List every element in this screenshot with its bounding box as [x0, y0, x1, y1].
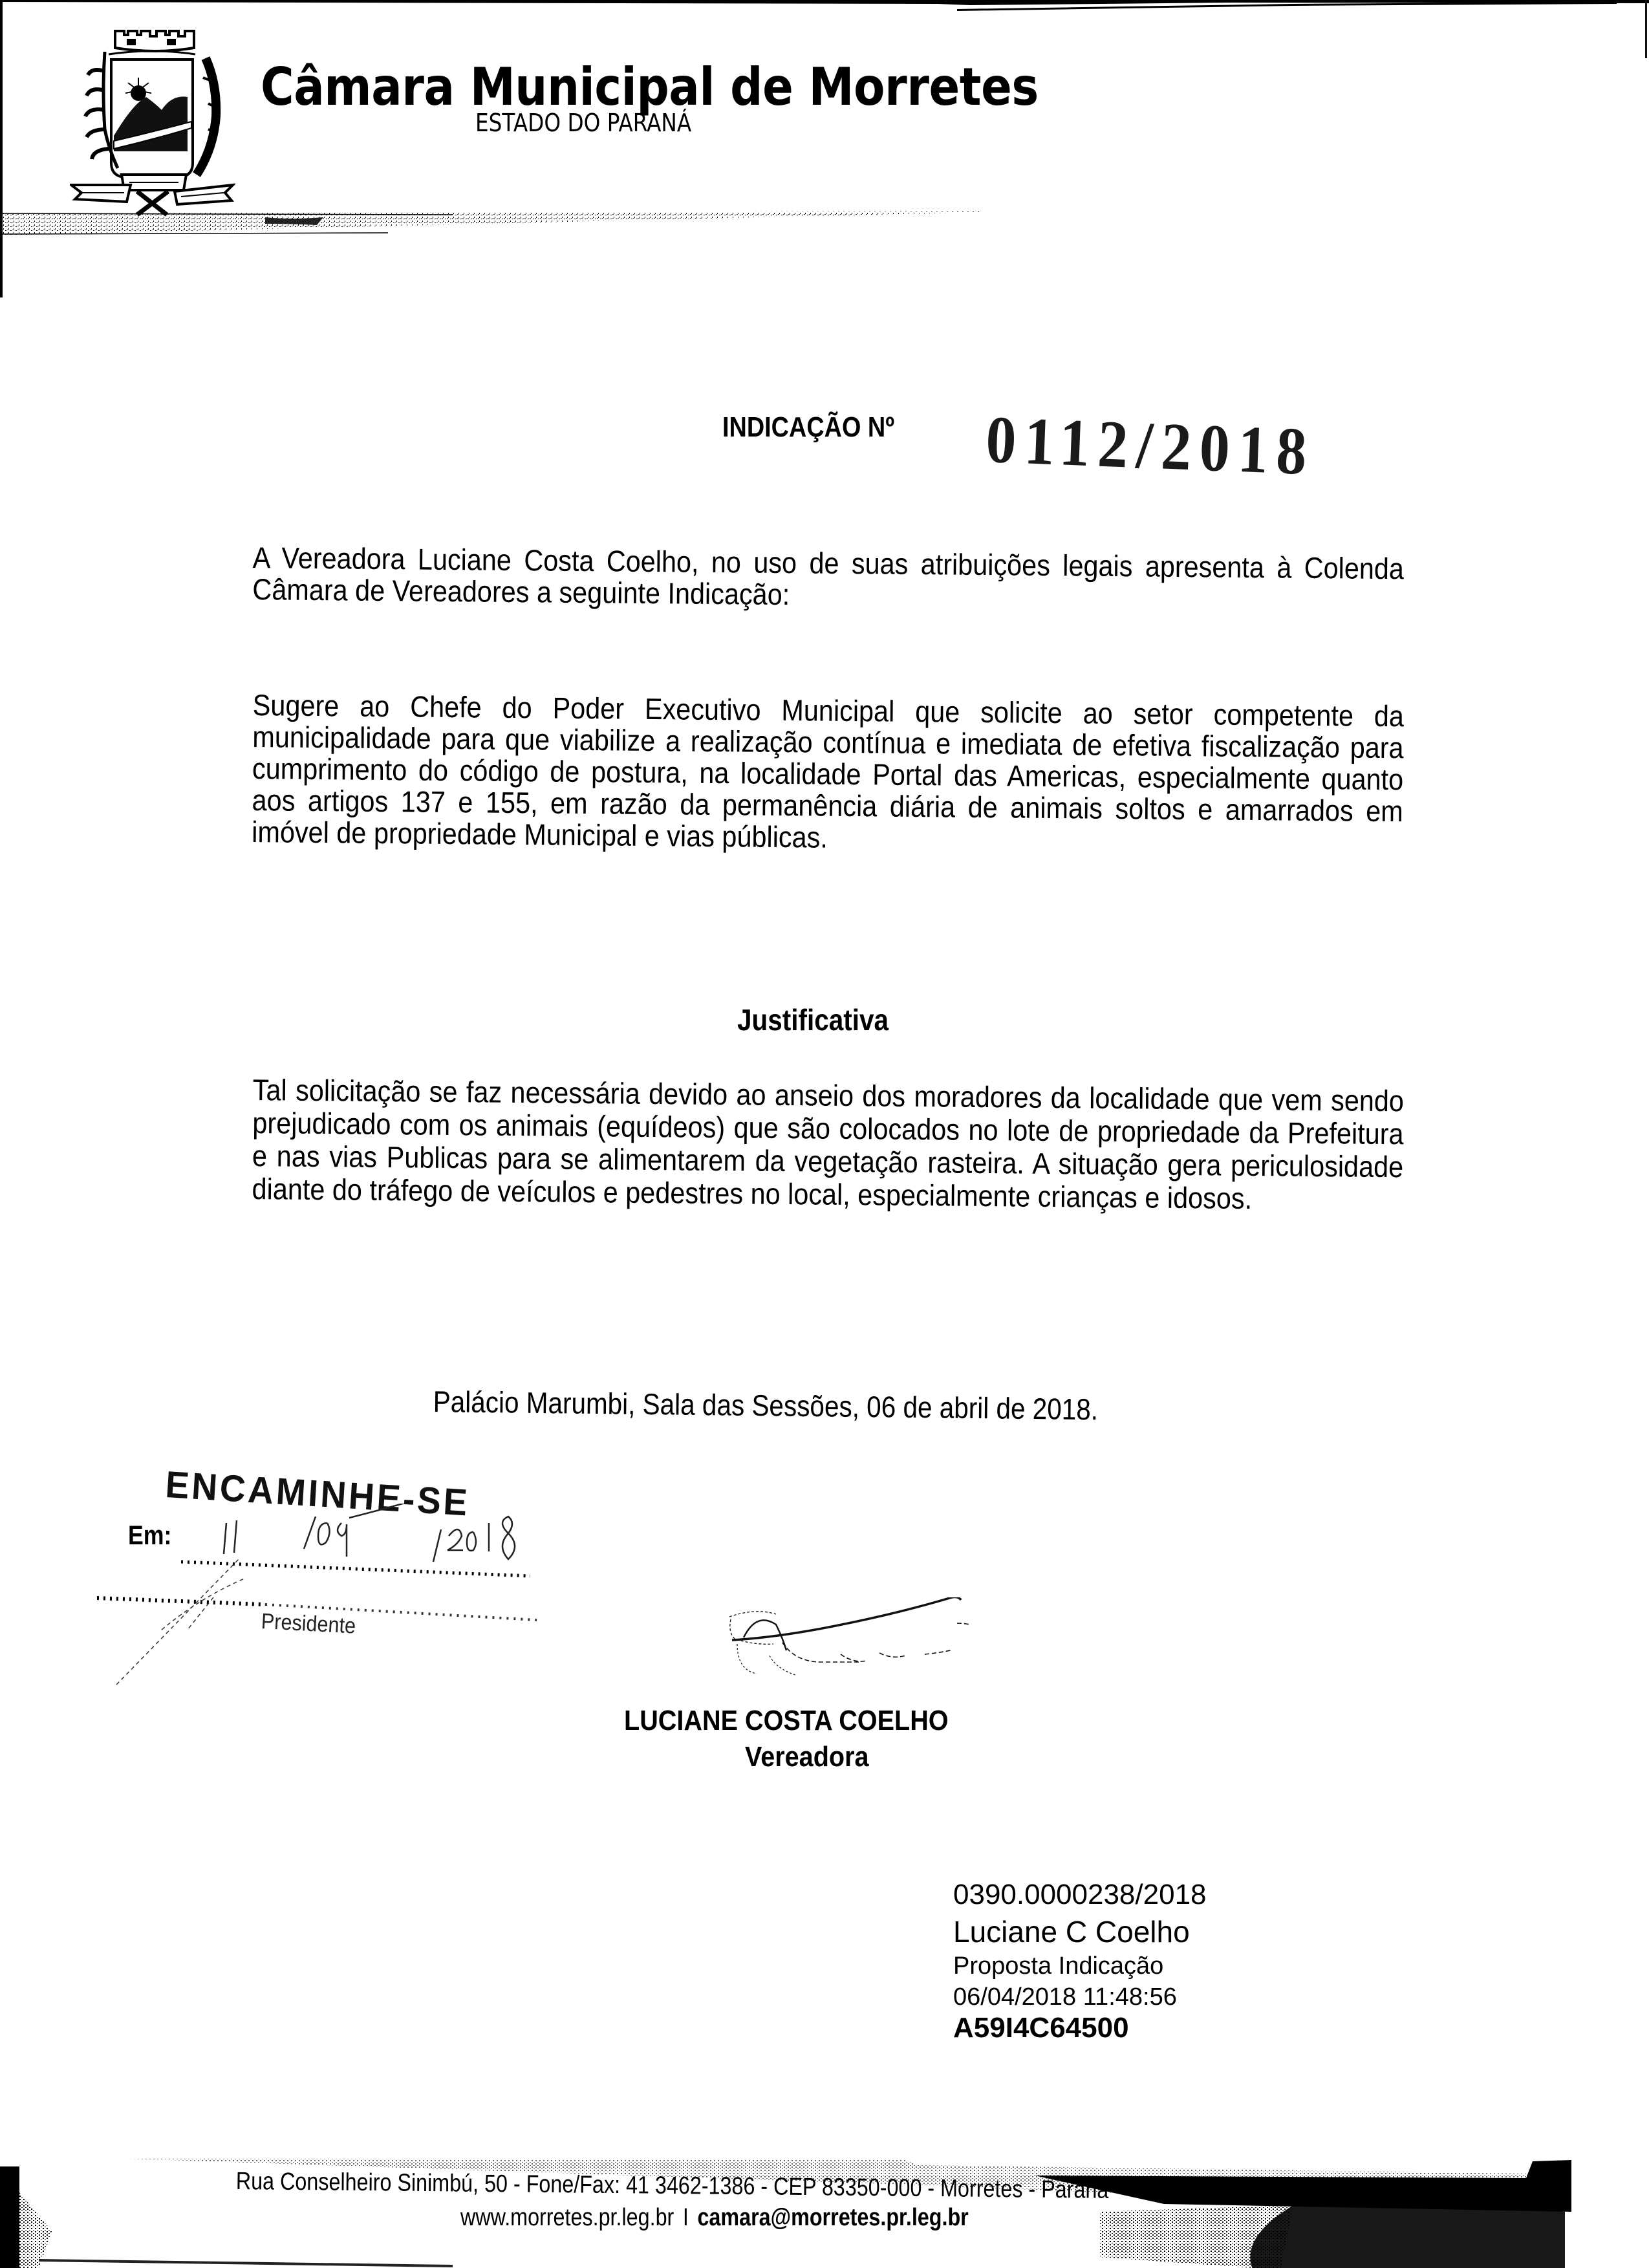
municipal-coat-of-arms-icon [70, 26, 235, 217]
protocol-author: Luciane C Coelho [953, 1915, 1190, 1949]
suggestion-paragraph [252, 689, 1404, 859]
protocol-datetime: 06/04/2018 11:48:56 [953, 1983, 1177, 2011]
footer-contact [460, 2204, 969, 2232]
footer-address: Rua Conselheiro Sinimbú, 50 - Fone/Fax: 41 3462-1386 - CEP 83350-000 - Morretes - Paraná [235, 2168, 1109, 2204]
stamp-president-label: Presidente [261, 1609, 357, 1639]
forward-stamp-title: ENCAMINHE-SE [164, 1463, 471, 1524]
signer-name: LUCIANE COSTA COELHO [624, 1705, 949, 1736]
protocol-number: 0390.0000238/2018 [953, 1879, 1207, 1910]
footer-website-link[interactable]: www.morretes.pr.leg.br [460, 2204, 674, 2231]
justification-heading: Justificativa [737, 1003, 889, 1037]
stamp-date-label: Em: [128, 1520, 172, 1550]
scan-right-edge [1645, 0, 1647, 58]
protocol-type: Proposta Indicação [953, 1952, 1164, 1980]
justification-paragraph [252, 1074, 1404, 1216]
justification-text: Tal solicitação se faz necessária devido ao anseio dos moradores da localidade que vem sendo prejudicado com os animais (equídeos) que são colocados no lote de propriedade da Prefeitura e nas vias Publicas para se alimentarem da vegetação rasteira. A situação gera periculosidade diante do tráfego de veículos e pedestres no local, especialmente crianças e idosos. [252, 1073, 1405, 1215]
suggestion-text: Sugere ao Chefe do Poder Executivo Municipal que solicite ao setor competente da municipalidade para que viabilize a realização contínua e imediata de efetiva fiscalização para cumprimento do código de postura, na localidade Portal das Americas, especialmente quanto aos artigos 137 e 155, em razão da permanência diária de animais soltos e amarrados em imóvel de propriedade Municipal e vias públicas. [252, 688, 1405, 854]
indication-number-stamp: 0112/2018 [984, 402, 1317, 490]
intro-text: A Vereadora Luciane Costa Coelho, no uso de suas atribuições legais apresenta à Colenda Câmara de Vereadores a seguinte Indicação: [252, 541, 1405, 612]
indication-label: INDICAÇÃO Nº [722, 411, 895, 443]
state-subtitle: ESTADO DO PARANÁ [475, 109, 692, 137]
handwritten-signature [724, 1597, 996, 1694]
footer-email-link[interactable]: camara@morretes.pr.leg.br [697, 2204, 969, 2231]
scan-left-edge [0, 0, 3, 297]
scan-top-edge [0, 0, 1649, 14]
footer-separator: I [682, 2204, 689, 2231]
protocol-code: A59I4C64500 [953, 2012, 1129, 2044]
header-decorative-band [0, 211, 983, 237]
intro-paragraph [252, 542, 1404, 616]
signer-role: Vereadora [745, 1741, 869, 1773]
institution-title: Câmara Municipal de Morretes [261, 57, 1039, 117]
place-and-date: Palácio Marumbi, Sala das Sessões, 06 de abril de 2018. [433, 1385, 1099, 1427]
president-initials-scribble [110, 1559, 278, 1688]
